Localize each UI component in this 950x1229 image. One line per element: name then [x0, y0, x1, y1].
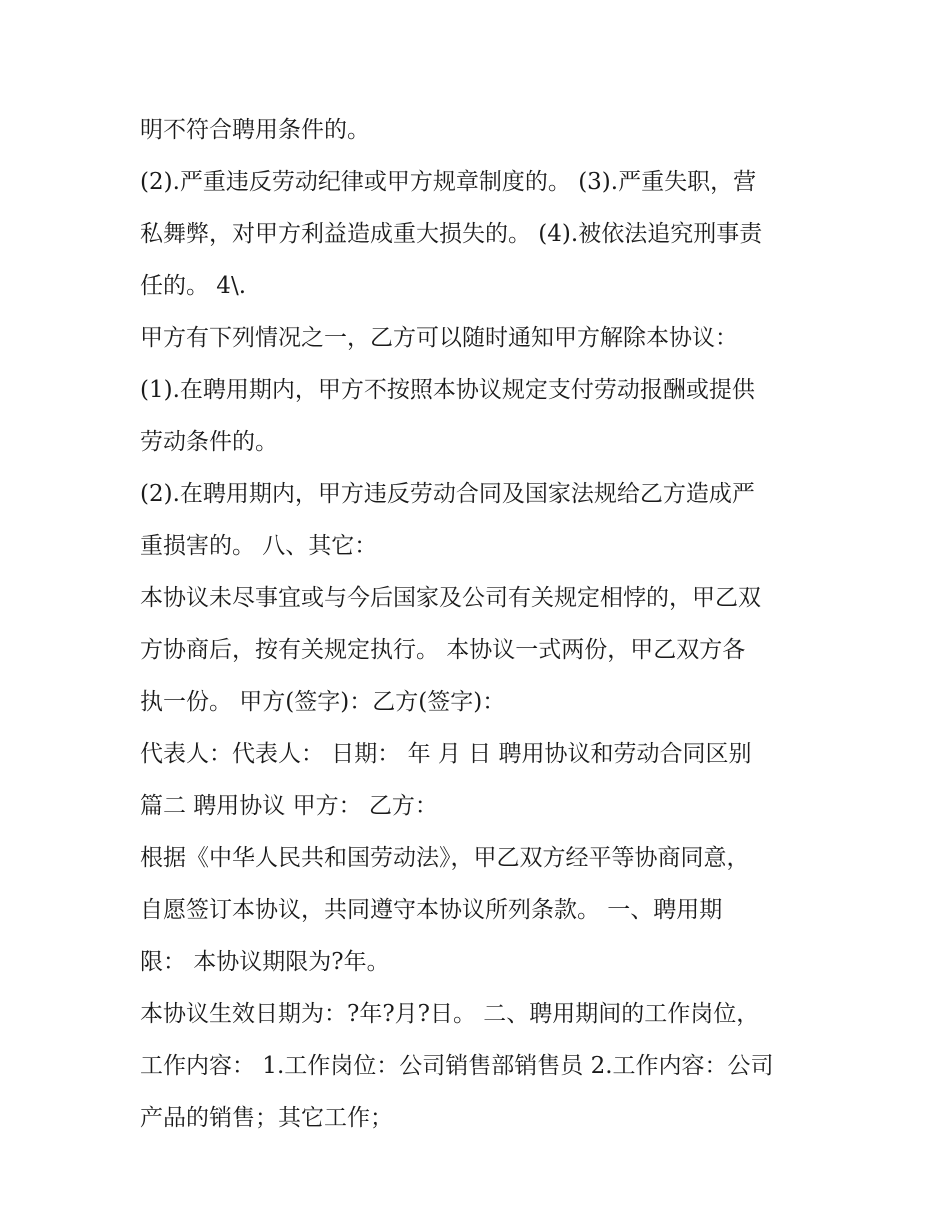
- text-line: (1).在聘用期内，甲方不按照本协议规定支付劳动报酬或提供: [140, 377, 755, 403]
- text-line: (2).在聘用期内，甲方违反劳动合同及国家法规给乙方造成严: [140, 481, 755, 507]
- text-line: 方协商后，按有关规定执行。 本协议一式两份，甲乙双方各: [140, 637, 746, 663]
- text-line: 根据《中华人民共和国劳动法》，甲乙双方经平等协商同意，: [140, 845, 750, 871]
- text-line: 产品的销售；其它工作；: [140, 1105, 393, 1131]
- text-line: 自愿签订本协议，共同遵守本协议所列条款。 一、聘用期: [140, 897, 723, 923]
- text-line: 限： 本协议期限为?年。: [140, 949, 390, 975]
- text-line: 工作内容： 1.工作岗位：公司销售部销售员 2.工作内容：公司: [140, 1053, 774, 1079]
- document-body: [140, 104, 820, 1144]
- text-line: 任的。 4\.: [140, 273, 247, 299]
- text-line: 劳动条件的。: [140, 429, 278, 455]
- text-line: 明不符合聘用条件的。: [140, 117, 370, 143]
- text-line: 私舞弊，对甲方利益造成重大损失的。 (4).被依法追究刑事责: [140, 221, 763, 247]
- text-line: 本协议未尽事宜或与今后国家及公司有关规定相悖的，甲乙双: [140, 585, 761, 611]
- text-line: 篇二 聘用协议 甲方： 乙方：: [140, 793, 438, 819]
- text-line: 重损害的。 八、其它：: [140, 533, 378, 559]
- text-line: 执一份。 甲方(签字)：乙方(签字)：: [140, 689, 506, 715]
- text-line: (2).严重违反劳动纪律或甲方规章制度的。 (3).严重失职，营: [140, 169, 757, 195]
- text-line: 甲方有下列情况之一，乙方可以随时通知甲方解除本协议：: [140, 325, 738, 351]
- text-line: 本协议生效日期为：?年?月?日。 二、聘用期间的工作岗位，: [140, 1001, 760, 1027]
- text-line: 代表人：代表人： 日期： 年 月 日 聘用协议和劳动合同区别: [140, 741, 752, 767]
